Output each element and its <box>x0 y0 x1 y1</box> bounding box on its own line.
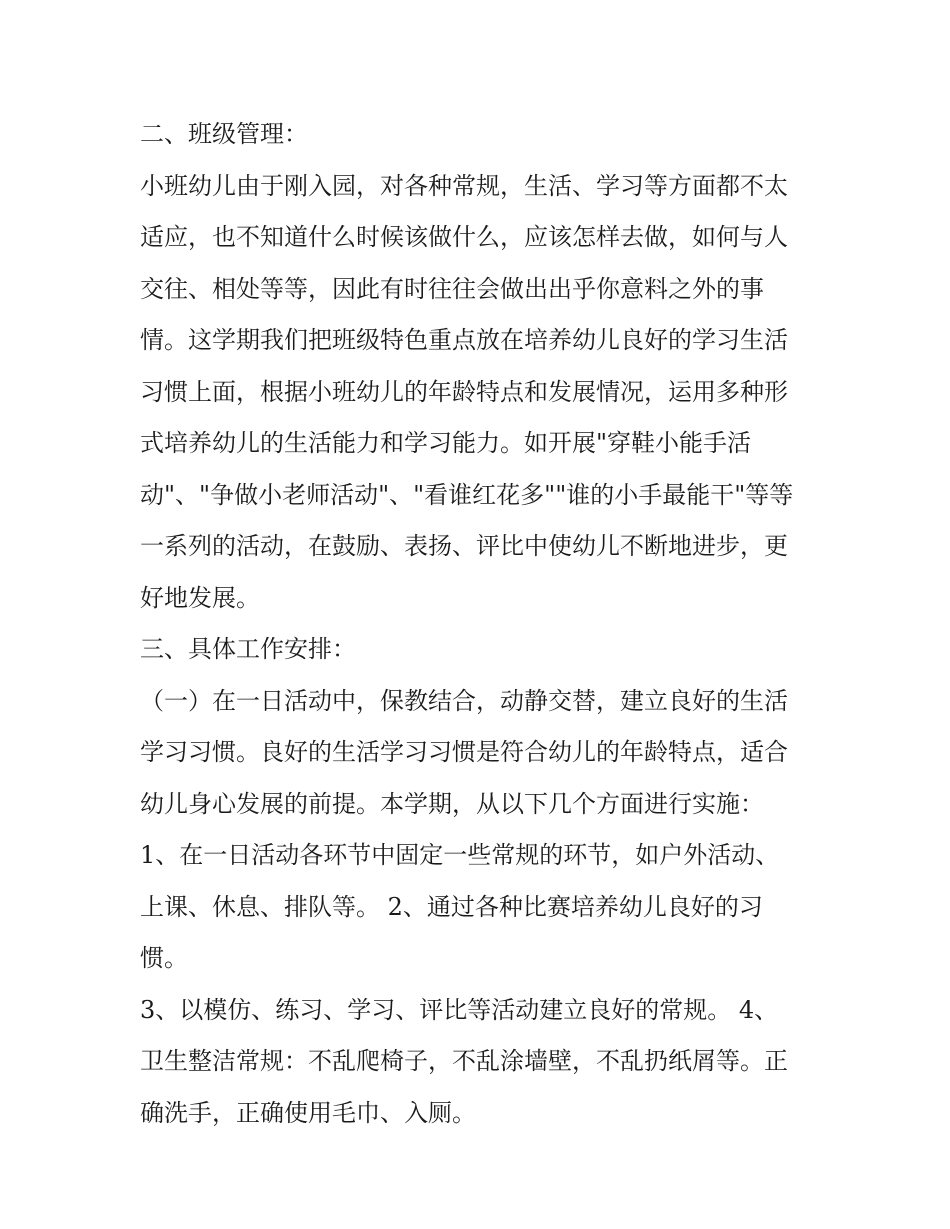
text-line: 交往、相处等等，因此有时往往会做出出乎你意料之外的事 <box>140 274 764 303</box>
section-heading-work-arrangement <box>140 624 815 676</box>
heading-line: 三、具体工作安排： <box>140 635 356 663</box>
text-line: 学习习惯。良好的生活学习习惯是符合幼儿的年龄特点，适合 <box>140 738 788 766</box>
text-line: 确洗手，正确使用毛巾、入厕。 <box>140 1098 476 1127</box>
paragraph-items-1-2 <box>140 830 815 985</box>
text-line: 情。这学期我们把班级特色重点放在培养幼儿良好的学习生活 <box>140 326 788 354</box>
text-line: 小班幼儿由于刚入园，对各种常规，生活、学习等方面都不太 <box>140 171 788 200</box>
text-line: 动"、"争做小老师活动"、"看谁红花多""谁的小手最能干"等等 <box>140 480 794 509</box>
paragraph-class-management <box>140 161 815 625</box>
text-line: 一系列的活动，在鼓励、表扬、评比中使幼儿不断地进步，更 <box>140 532 788 560</box>
paragraph-items-3-4 <box>140 985 815 1140</box>
text-line: 上课、休息、排队等。 2、通过各种比赛培养幼儿良好的习 <box>140 892 763 921</box>
text-line: 3、以模仿、练习、学习、评比等活动建立良好的常规。 4、 <box>140 995 779 1024</box>
paragraph-daily-activities <box>140 676 815 831</box>
text-line: 式培养幼儿的生活能力和学习能力。如开展"穿鞋小能手活 <box>140 429 752 457</box>
section-heading-class-management <box>140 109 815 161</box>
text-line: 好地发展。 <box>140 583 260 612</box>
text-line: 卫生整洁常规：不乱爬椅子，不乱涂墙壁，不乱扔纸屑等。正 <box>140 1047 788 1075</box>
text-line: （一）在一日活动中，保教结合，动静交替，建立良好的生活 <box>140 686 788 715</box>
heading-line: 二、班级管理： <box>140 120 308 148</box>
text-line: 1、在一日活动各环节中固定一些常规的环节，如户外活动、 <box>140 841 780 869</box>
text-line: 惯。 <box>140 944 188 972</box>
text-line: 幼儿身心发展的前提。本学期，从以下几个方面进行实施： <box>140 789 764 818</box>
text-line: 习惯上面，根据小班幼儿的年龄特点和发展情况，运用多种形 <box>140 377 788 406</box>
document-body <box>140 109 815 1139</box>
text-line: 适应，也不知道什么时候该做什么，应该怎样去做，如何与人 <box>140 223 788 251</box>
